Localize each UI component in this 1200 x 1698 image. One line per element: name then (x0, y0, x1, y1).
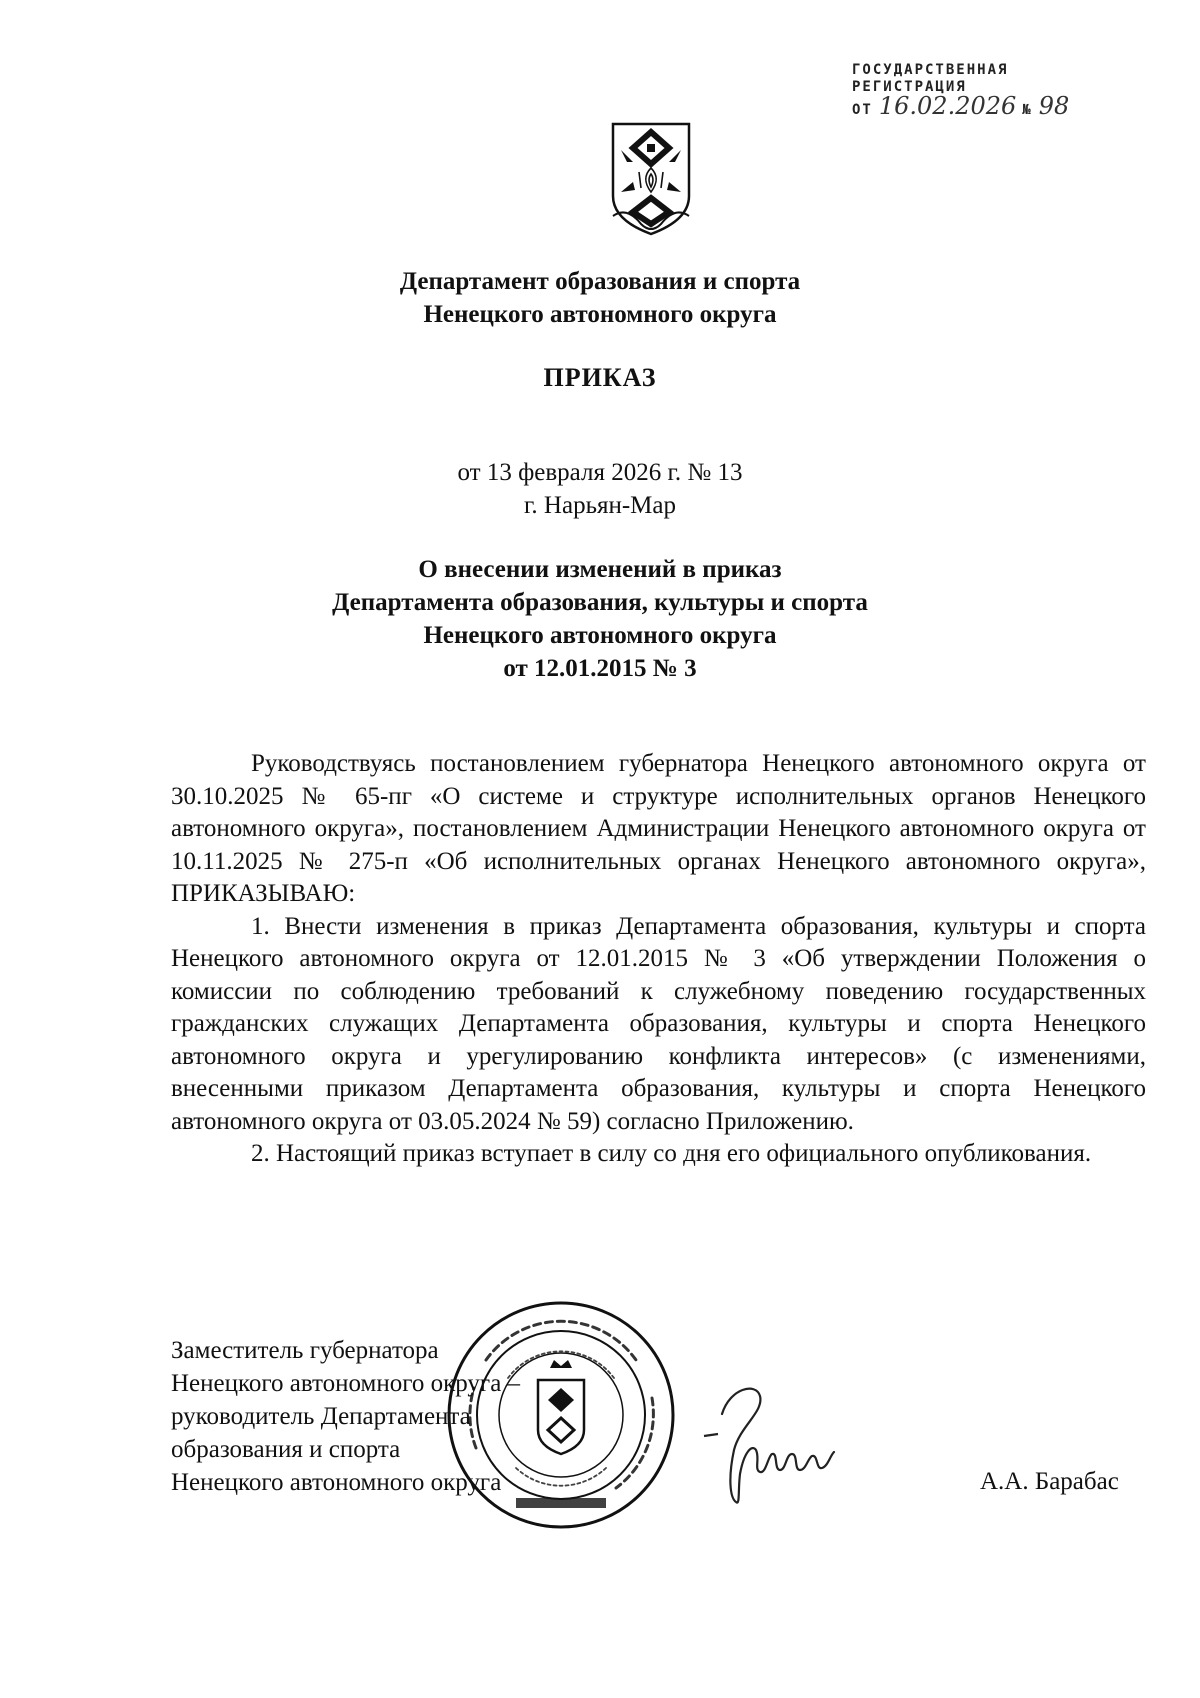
signatory-title-line5: Ненецкого автономного округа (171, 1469, 502, 1496)
signatory-title-line3: руководитель Департамента (171, 1403, 471, 1430)
signatory-title-line2: Ненецкого автономного округа – (171, 1370, 521, 1397)
document-subject (0, 553, 1200, 685)
signatory-title-line4: образования и спорта (171, 1436, 401, 1463)
registration-date: 16.02.2026 (878, 92, 1017, 120)
registration-number-label: № (1022, 102, 1033, 118)
body-paragraph-item-1: 1. Внести изменения в приказ Департамента образования, культуры и спорта Ненецкого автономного округа от 12.01.2015 № 3 «Об утверждении Положения о комиссии по соблюдению требований к служебному поведению государственных гражданских служащих Департамента образования, культуры и спорта Ненецкого автономного округа и урегулированию конфликта интересов» (с изменениями, внесенными приказом Департамента образования, культуры и спорта Ненецкого автономного округа от 03.05.2024 № 59) согласно Приложению. (171, 912, 1146, 1135)
document-type: ПРИКАЗ (543, 363, 657, 392)
body-paragraph-preamble: Руководствуясь постановлением губернатора Ненецкого автономного округа от 30.10.2025 № 65-пг «О системе и структуре исполнительных органов Ненецкого автономного округа», постановлением Администрации Ненецкого автономного округа от 10.11.2025 № 275-п «Об исполнительных органах Ненецкого автономного округа», ПРИКАЗЫВАЮ: (171, 750, 1146, 907)
handwritten-signature (700, 1374, 840, 1508)
registration-line3 (852, 92, 1152, 120)
subject-line1: О внесении изменений в приказ (418, 556, 782, 583)
document-city: г. Нарьян-Мар (523, 492, 676, 519)
document-body (171, 748, 1146, 1171)
signatory-name: А.А. Барабас (980, 1468, 1119, 1495)
registration-stamp (852, 62, 1152, 119)
registration-line1: ГОСУДАРСТВЕННАЯ (852, 62, 1009, 78)
official-seal (446, 1298, 676, 1532)
registration-number: 98 (1038, 92, 1070, 120)
department-header (0, 265, 1200, 331)
document-date: от 13 февраля 2026 г. № 13 (457, 459, 743, 486)
coat-of-arms-icon (609, 120, 693, 238)
department-line1: Департамент образования и спорта (399, 268, 801, 295)
registration-from-label: ОТ (852, 102, 873, 118)
subject-line4: от 12.01.2015 № 3 (503, 655, 697, 682)
subject-line2: Департамента образования, культуры и спорта (332, 589, 868, 616)
department-line2: Ненецкого автономного округа (423, 301, 777, 328)
document-date-block (0, 456, 1200, 522)
subject-line3: Ненецкого автономного округа (423, 622, 777, 649)
signatory-title-line1: Заместитель губернатора (171, 1337, 439, 1364)
body-paragraph-item-2: 2. Настоящий приказ вступает в силу со дня его официального опубликования. (251, 1140, 1092, 1167)
registration-line2: РЕГИСТРАЦИЯ (852, 79, 967, 95)
